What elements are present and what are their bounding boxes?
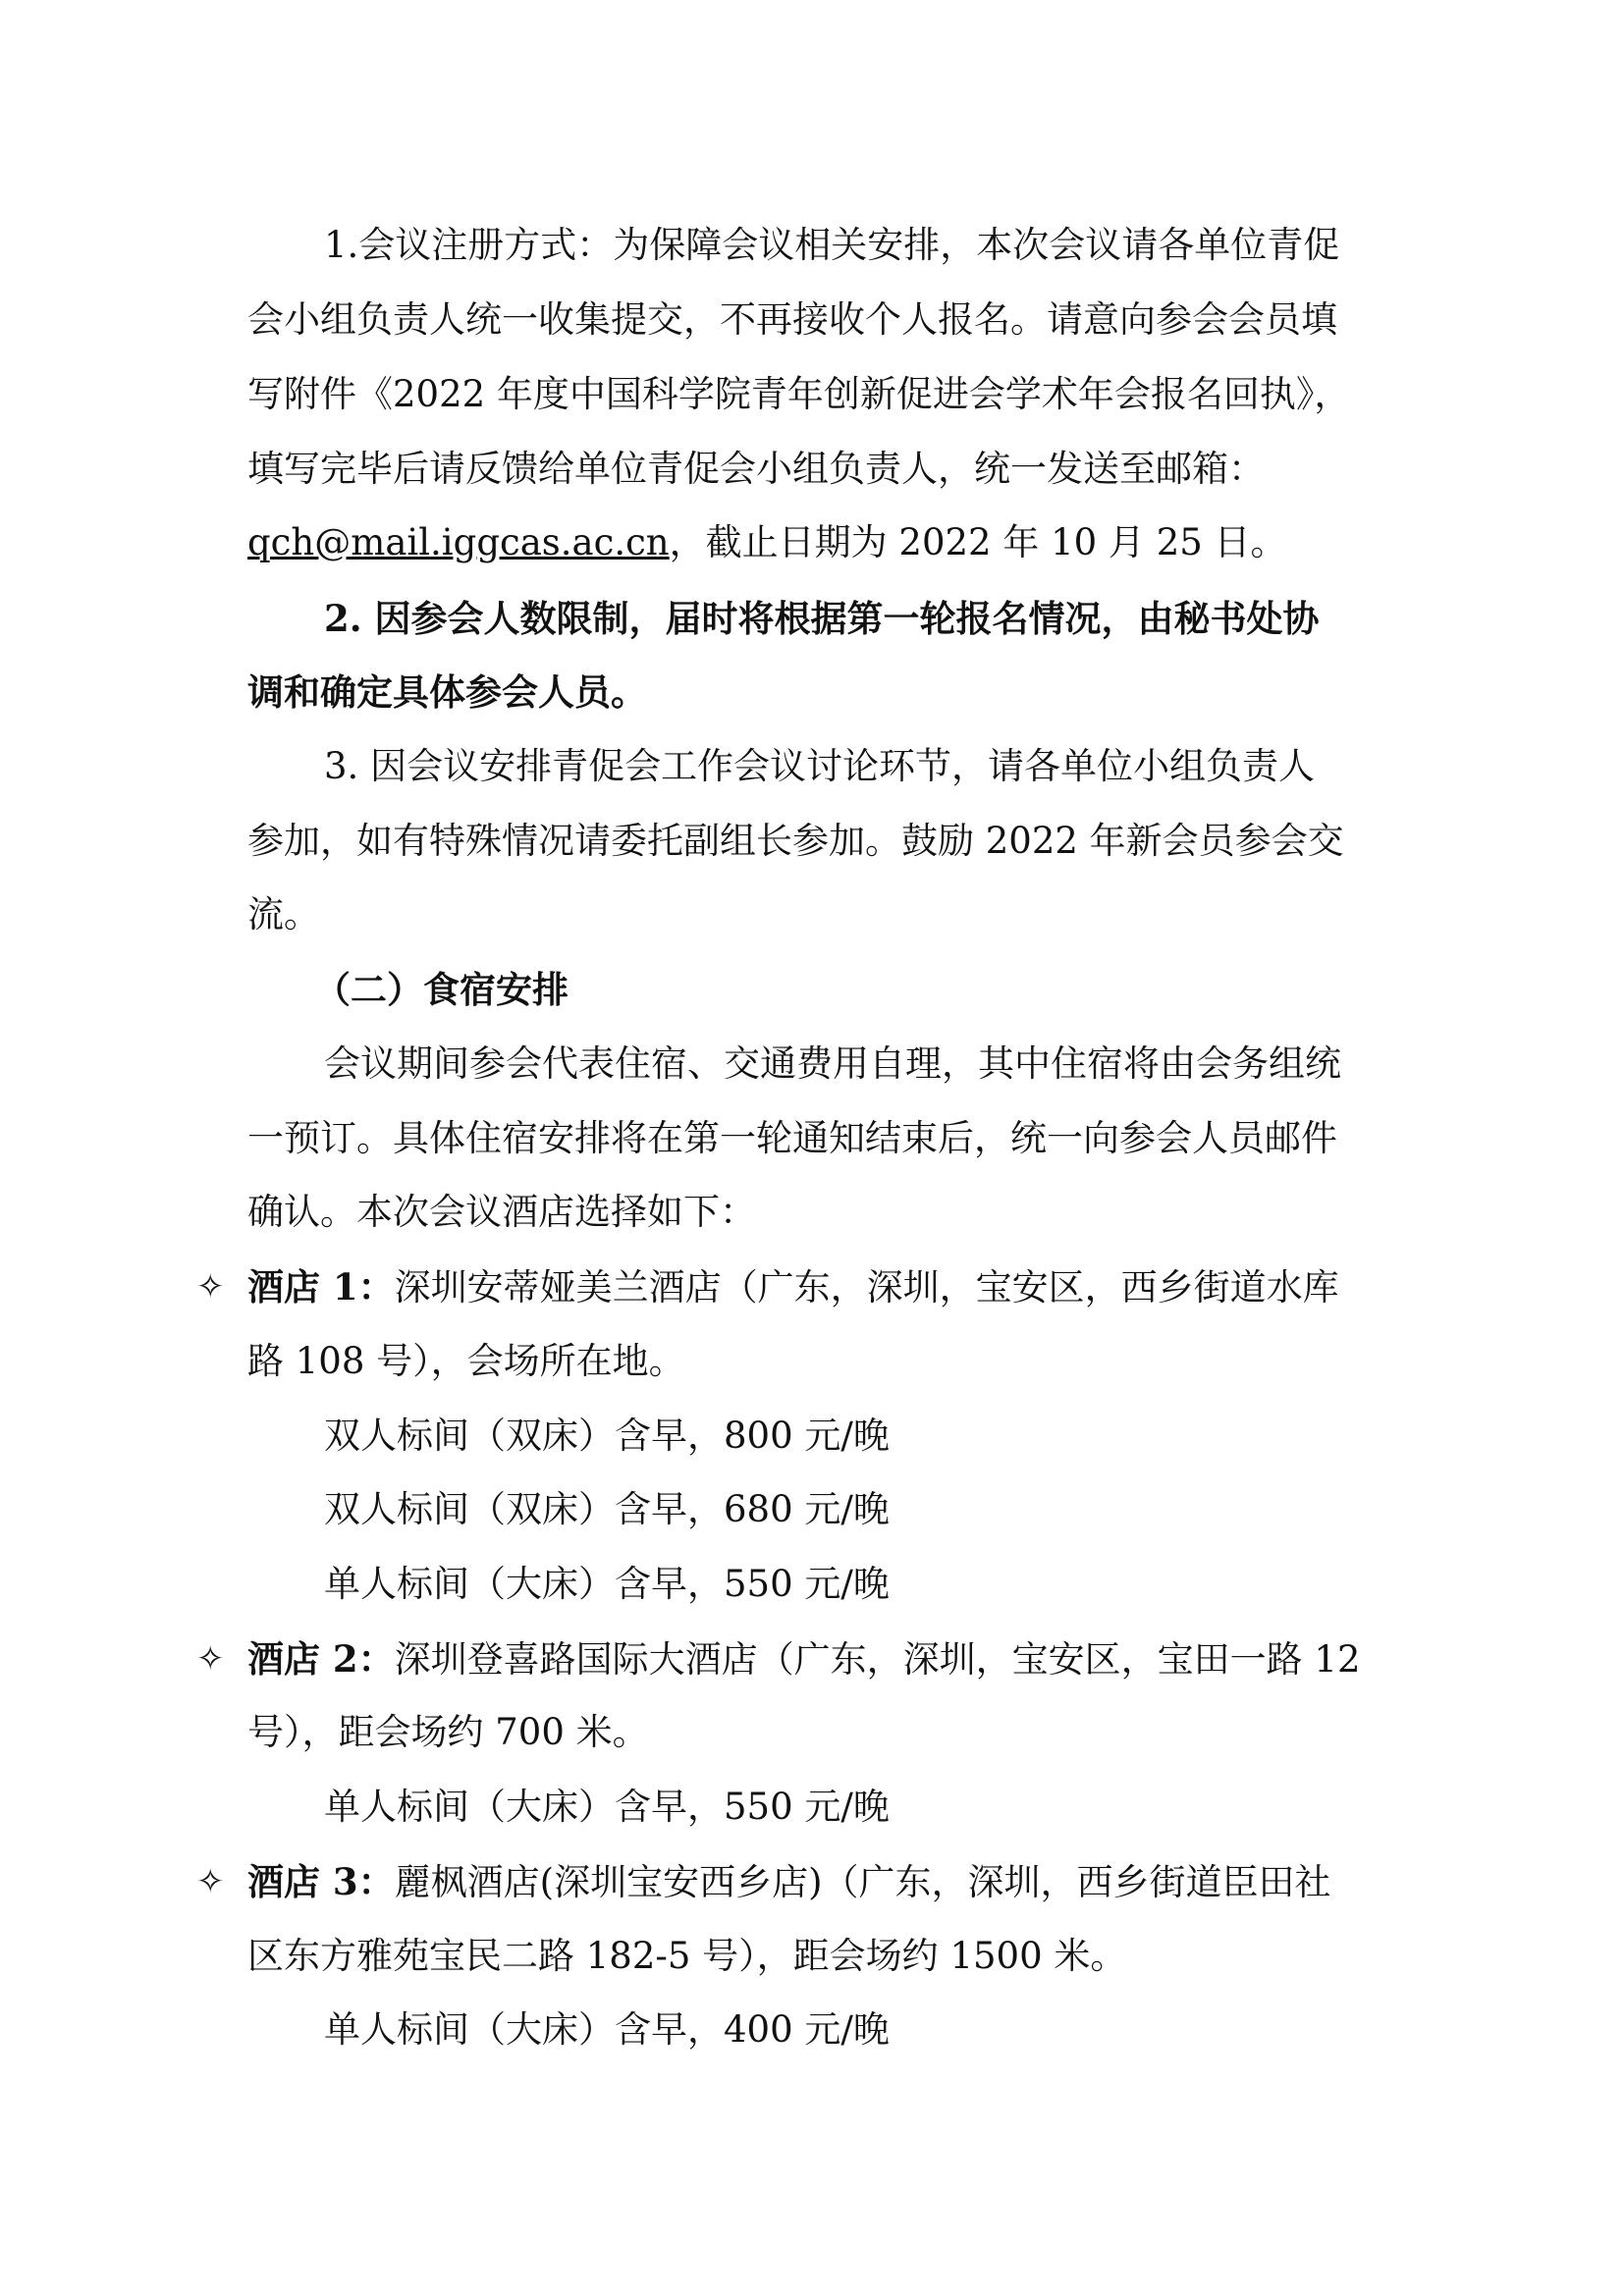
room-option [0,1412,1624,1461]
text-line-row [0,890,1624,939]
bullet-icon: ✧ [196,1267,225,1307]
section-heading [0,965,1624,1014]
text-line: 3. 因会议安排青促会工作会议讨论环节，请各单位小组负责人 [324,745,1316,787]
registration-paragraph-3 [0,742,1624,791]
registration-paragraph-2 [0,594,1624,643]
text-line: 2. 因参会人数限制，届时将根据第一轮报名情况，由秘书处协 [324,597,1320,640]
hotel-description: 区东方雅苑宝民二路 182-5 号），距会场约 1500 米。 [247,1935,1127,1977]
text-line-row [0,667,1624,717]
hotel-label: 酒店 2： [247,1637,395,1681]
hotel-1-item [0,1262,1624,1311]
deadline-text: ，截止日期为 2022 年 10 月 25 日。 [669,521,1287,563]
text-line-row [0,295,1624,345]
text-line: 确认。本次会议酒店选择如下： [247,1191,756,1233]
text-line: 写附件《2022 年度中国科学院青年创新促进会学术年会报名回执》， [247,373,1351,415]
hotel-label: 酒店 1： [247,1265,395,1308]
text-line-row [0,817,1624,866]
room-option [0,1560,1624,1609]
room-text: 双人标间（双床）含早，680 元/晚 [324,1488,890,1530]
hotel-description: 深圳安蒂娅美兰酒店（广东，深圳，宝安区，西乡街道水库 [394,1266,1339,1308]
bullet-icon: ✧ [196,1639,225,1679]
text-line: 流。 [247,893,320,935]
text-line-row [0,1188,1624,1237]
room-text: 单人标间（大床）含早，550 元/晚 [324,1563,890,1605]
lodging-intro [0,1040,1624,1089]
text-line: 参加，如有特殊情况请委托副组长参加。鼓励 2022 年新会员参会交 [247,820,1344,862]
room-text: 双人标间（双床）含早，800 元/晚 [324,1415,890,1457]
hotel-3-item [0,1857,1624,1906]
room-text: 单人标间（大床）含早，550 元/晚 [324,1786,890,1828]
text-line-row [0,445,1624,494]
room-option [0,1485,1624,1534]
hotel-description: 深圳登喜路国际大酒店（广东，深圳，宝安区，宝田一路 12 [394,1638,1361,1681]
email-link[interactable]: qch@mail.iggcas.ac.cn [247,521,670,563]
text-line: 1.会议注册方式：为保障会议相关安排，本次会议请各单位青促 [324,224,1340,266]
email-deadline-line [247,518,1287,567]
hotel-description: 路 108 号），会场所在地。 [247,1340,685,1382]
hotel-description: 麗枫酒店(深圳宝安西乡店)（广东，深圳，西乡街道臣田社 [394,1861,1331,1903]
hotel-description: 号），距会场约 700 米。 [247,1711,649,1753]
text-line: 调和确定具体参会人员。 [247,670,647,714]
text-line-row [0,1932,1624,1981]
room-text: 单人标间（大床）含早，400 元/晚 [324,2008,890,2051]
text-line: 一预订。具体住宿安排将在第一轮通知结束后，统一向参会人员邮件 [247,1117,1337,1159]
text-line: 填写完毕后请反馈给单位青促会小组负责人，统一发送至邮箱： [247,448,1265,490]
text-line-row [0,1114,1624,1163]
bullet-icon: ✧ [196,1862,225,1901]
text-line: 会议期间参会代表住宿、交通费用自理，其中住宿将由会务组统 [324,1042,1341,1085]
heading-text: （二）食宿安排 [314,968,568,1011]
text-line-row [0,1708,1624,1757]
text-line-row [0,518,1624,567]
registration-paragraph-1 [0,221,1624,270]
text-line-row [0,1337,1624,1386]
hotel-label: 酒店 3： [247,1860,395,1903]
room-option [0,2005,1624,2055]
text-line-row [0,370,1624,419]
hotel-2-item [0,1634,1624,1683]
text-line: 会小组负责人统一收集提交，不再接收个人报名。请意向参会会员填 [247,298,1337,341]
room-option [0,1783,1624,1832]
